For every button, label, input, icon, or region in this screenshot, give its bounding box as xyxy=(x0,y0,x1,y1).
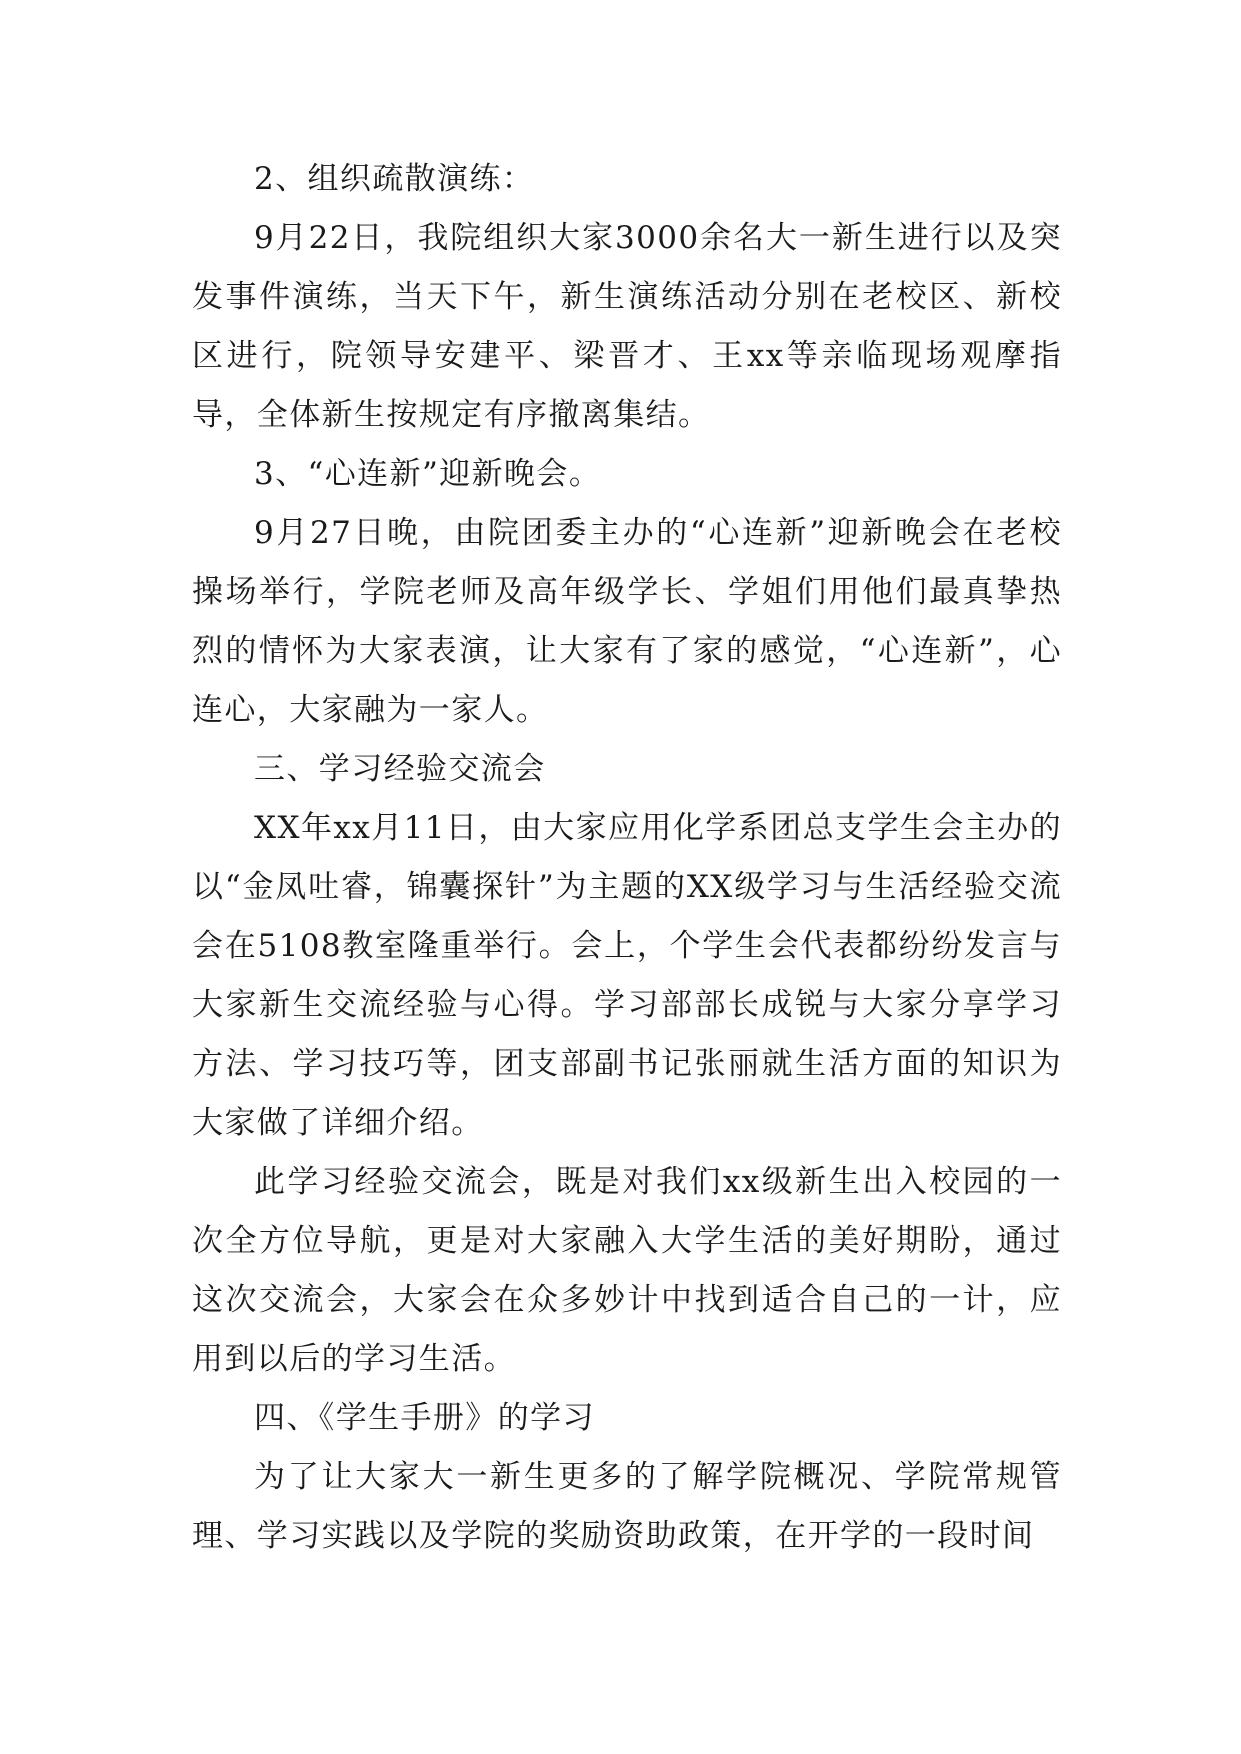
document-body xyxy=(192,150,1062,1566)
paragraph-student-handbook: 为了让大家大一新生更多的了解学院概况、学院常规管理、学习实践以及学院的奖励资助政策，在开学的一段时间 xyxy=(192,1459,1062,1554)
heading-study-exchange: 三、学习经验交流会 xyxy=(254,751,546,787)
paragraph-evacuation-drill: 9月22日，我院组织大家3000余名大一新生进行以及突发事件演练，当天下午，新生演练活动分别在老校区、新校区进行，院领导安建平、梁晋才、王xx等亲临现场观摩指导，全体新生按规定有序撤离集结。 xyxy=(192,220,1062,433)
paragraph-study-exchange: XX年xx月11日，由大家应用化学系团总支学生会主办的以“金凤吐睿，锦囊探针”为主题的XX级学习与生活经验交流会在5108教室隆重举行。会上，个学生会代表都纷纷发言与大家新生交流经验与心得。学习部部长成锐与大家分享学习方法、学习技巧等，团支部副书记张丽就生活方面的知识为大家做了详细介绍。 xyxy=(192,810,1062,1141)
heading-evacuation-drill: 2、组织疏散演练： xyxy=(254,161,535,197)
heading-welcome-party: 3、“心连新”迎新晚会。 xyxy=(254,456,602,492)
paragraph-study-exchange-summary: 此学习经验交流会，既是对我们xx级新生出入校园的一次全方位导航，更是对大家融入大学生活的美好期盼，通过这次交流会，大家会在众多妙计中找到适合自己的一计，应用到以后的学习生活。 xyxy=(192,1164,1062,1377)
paragraph-welcome-party: 9月27日晚，由院团委主办的“心连新”迎新晚会在老校操场举行，学院老师及高年级学长、学姐们用他们最真挚热烈的情怀为大家表演，让大家有了家的感觉，“心连新”，心连心，大家融为一家人。 xyxy=(192,515,1062,728)
heading-student-handbook: 四、《学生手册》的学习 xyxy=(254,1400,595,1436)
